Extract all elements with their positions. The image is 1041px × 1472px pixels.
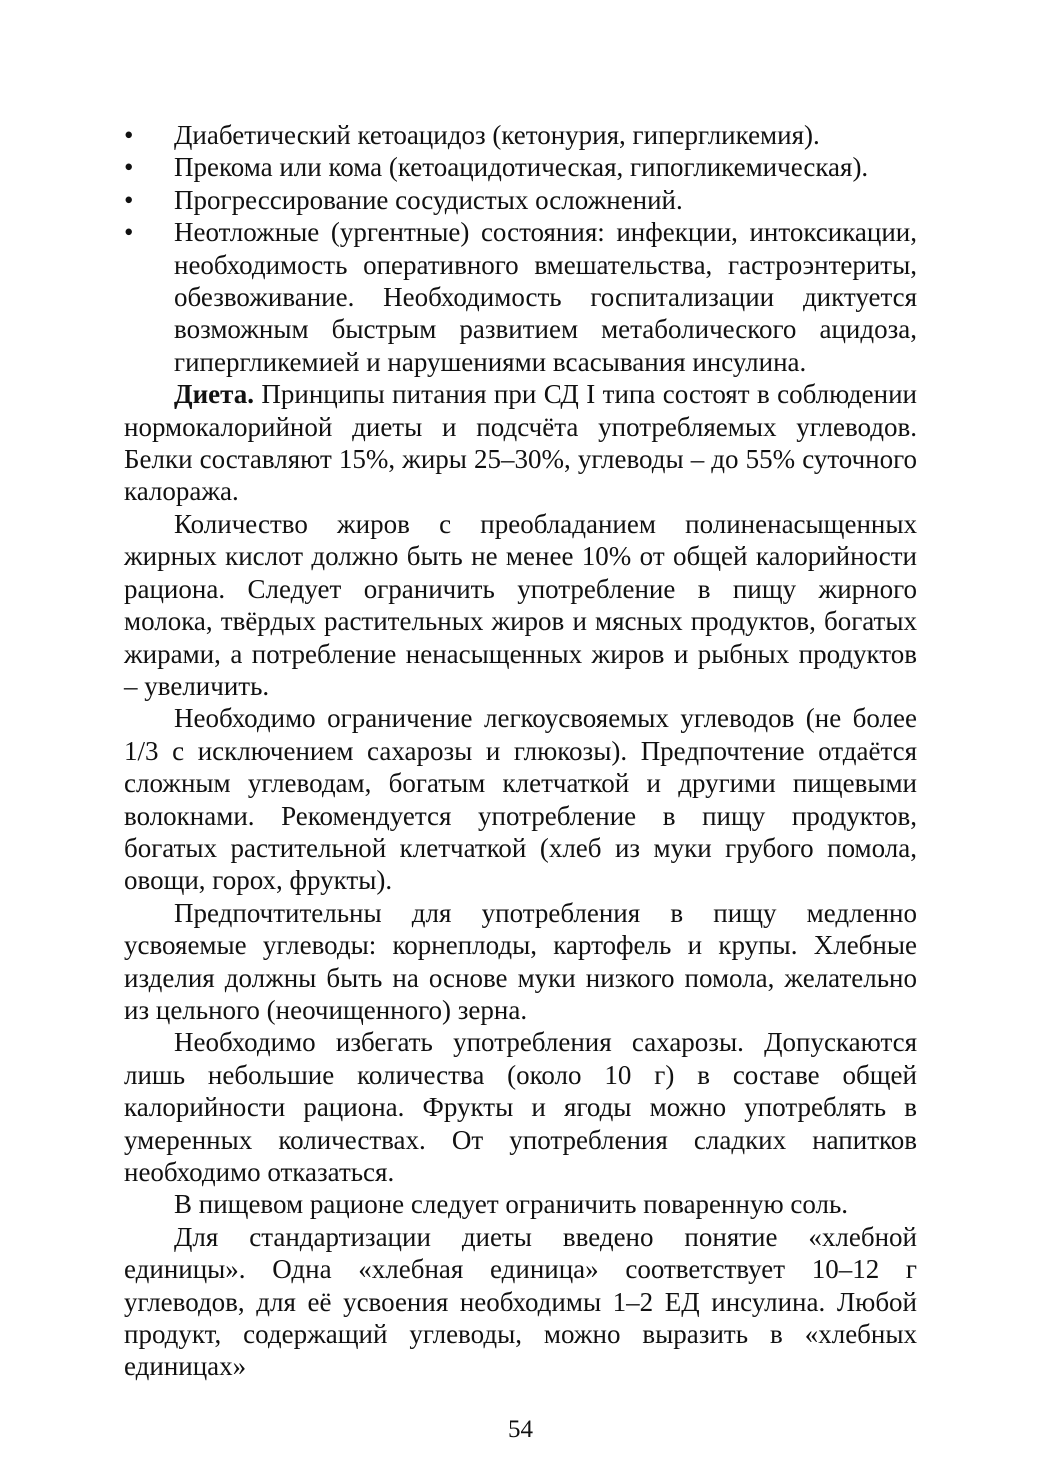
page-body — [124, 119, 917, 1383]
complications-list — [124, 119, 917, 378]
list-item — [124, 119, 917, 151]
bullet-marker: • — [124, 120, 134, 150]
bullet-marker: • — [124, 152, 134, 183]
list-item — [124, 184, 917, 216]
diet-paragraph — [124, 378, 917, 508]
list-item-text: Прогрессирование сосудистых осложнений. — [174, 184, 683, 215]
paragraph: Необходимо избегать употребления сахарозы. Допускаются лишь небольшие количества (около 10 г) в составе общей калорийности рациона. Фрукты и ягоды можно употреблять в умеренных количествах. От употребления сладких напитков необходимо отказаться. — [124, 1027, 917, 1187]
paragraph: Количество жиров с преобладанием полиненасыщенных жирных кислот должно быть не менее 10% от общей калорийности рациона. Следует ограничить употребление в пищу жирного молока, твёрдых растительных жиров и мясных продуктов, богатых жирами, а потребление ненасыщенных жиров и рыбных продуктов – увеличить. — [124, 508, 917, 701]
list-item-text: Прекома или кома (кетоацидотическая, гипогликемическая). — [174, 152, 869, 183]
diet-heading: Диета. — [174, 379, 254, 410]
diet-text: Принципы питания при СД I типа состоят в соблюдении нормокалорийной диеты и подсчёта употребляемых углеводов. Белки составляют 15%, жиры 25–30%, углеводы – до 55% суточного калоража. — [124, 379, 917, 507]
bullet-marker: • — [124, 217, 134, 248]
list-item-text: Диабетический кетоацидоз (кетонурия, гипергликемия). — [174, 120, 820, 150]
page-number: 54 — [508, 1416, 533, 1443]
bullet-marker: • — [124, 184, 134, 215]
list-item — [124, 216, 917, 378]
paragraph: Предпочтительны для употребления в пищу медленно усвояемые углеводы: корнеплоды, картофель и крупы. Хлебные изделия должны быть на основе муки низкого помола, желательно из цельного (неочищенного) зерна. — [124, 897, 917, 1025]
list-item — [124, 151, 917, 183]
paragraph: Необходимо ограничение легкоусвояемых углеводов (не более 1/3 с исключением сахарозы и глюкозы). Предпочтение отдаётся сложным углеводам, богатым клетчаткой и другими пищевыми волокнами. Рекомендуется употребление в пищу продуктов, богатых растительной клетчаткой (хлеб из муки грубого помола, овощи, горох, фрукты). — [124, 703, 917, 896]
list-item-text: Неотложные (ургентные) состояния: инфекции, интоксикации, необходимость оперативного вмешательства, гастроэнтериты, обезвоживание. Необходимость госпитализации диктуется возможным быстрым развитием метаболического ацидоза, гипергликемией и нарушениями всасывания инсулина. — [174, 217, 917, 377]
paragraph: Для стандартизации диеты введено понятие «хлебной единицы». Одна «хлебная единица» соответствует 10–12 г углеводов, для её усвоения необходимы 1–2 ЕД инсулина. Любой продукт, содержащий углеводы, можно выразить в «хлебных единицах» — [124, 1221, 917, 1382]
paragraph: В пищевом рационе следует ограничить поваренную соль. — [174, 1189, 849, 1220]
